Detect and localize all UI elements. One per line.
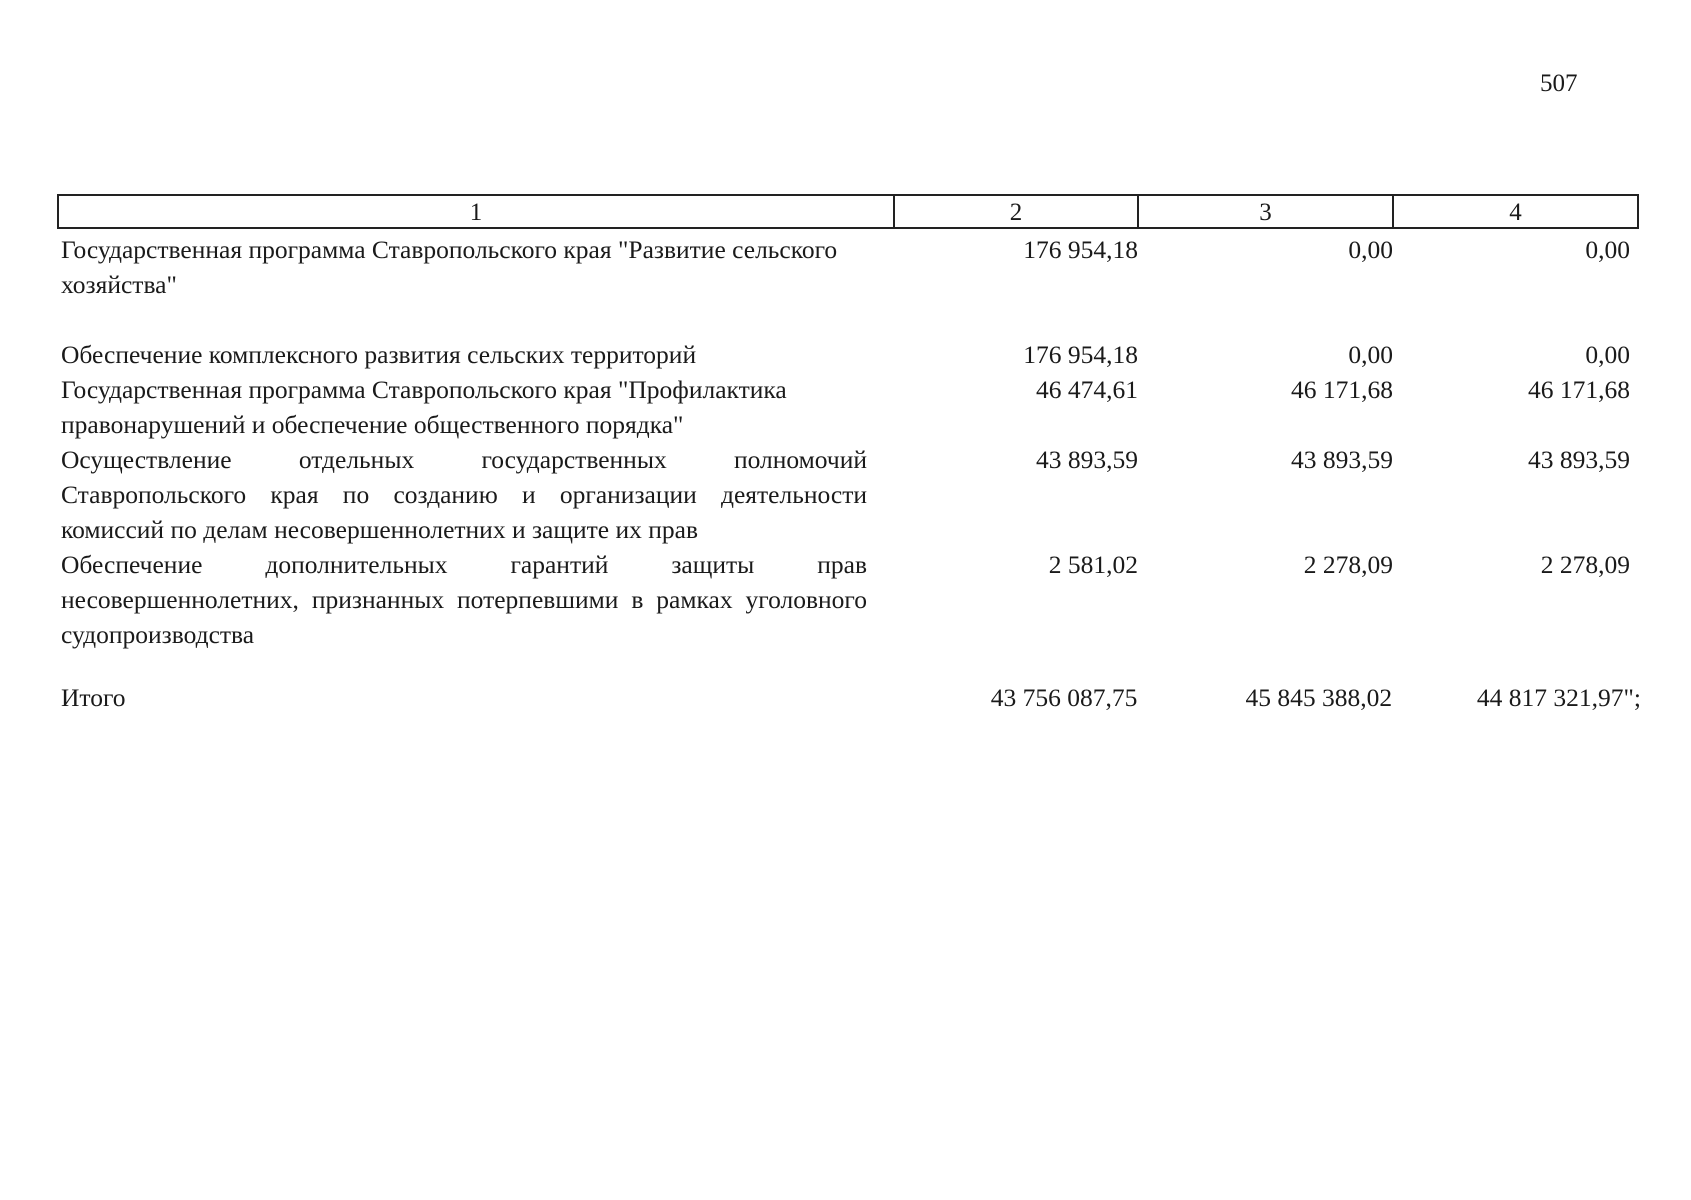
table-row (61, 337, 1641, 372)
row-value-col4: 0,00 (1585, 340, 1630, 369)
total-value-col2: 43 756 087,75 (990, 683, 1138, 712)
row-name: Государственная программа Ставропольского края "Профилактика правонарушений и обеспечение общественного порядка" (61, 375, 787, 439)
row-value-col4: 0,00 (1585, 235, 1630, 264)
row-value-col3: 0,00 (1348, 340, 1393, 369)
total-label: Итого (61, 683, 126, 712)
column-header-2: 2 (895, 196, 1139, 227)
total-value-col3: 45 845 388,02 (1245, 683, 1393, 712)
total-value-col4: 44 817 321,97"; (1476, 683, 1641, 712)
row-value-col4: 2 278,09 (1540, 550, 1630, 579)
row-value-col2: 46 474,61 (1036, 375, 1138, 404)
row-name: Обеспечение комплексного развития сельских территорий (61, 340, 697, 369)
row-value-col3: 46 171,68 (1291, 375, 1393, 404)
row-value-col2: 176 954,18 (1023, 340, 1138, 369)
column-header-4: 4 (1509, 199, 1522, 226)
table-row (61, 442, 1641, 547)
row-name: Государственная программа Ставропольского края "Развитие сельского хозяйства" (61, 235, 838, 299)
row-value-col3: 2 278,09 (1303, 550, 1393, 579)
total-row (61, 680, 1641, 715)
row-value-col2: 2 581,02 (1048, 550, 1138, 579)
row-value-col4: 43 893,59 (1528, 445, 1630, 474)
page-number: 507 (1540, 70, 1578, 97)
column-header-3: 3 (1139, 196, 1394, 227)
row-value-col3: 0,00 (1348, 235, 1393, 264)
column-header-1: 1 (59, 196, 895, 227)
table-body (61, 232, 1641, 715)
row-name: Осуществление отдельных государственных полномочий Ставропольского края по созданию и организации деятельности комиссий по делам несовершеннолетних и защите их прав (61, 445, 867, 544)
row-value-col4: 46 171,68 (1528, 375, 1630, 404)
table-row (61, 547, 1641, 652)
row-name: Обеспечение дополнительных гарантий защиты прав несовершеннолетних, признанных потерпевшими в рамках уголовного судопроизводства (61, 550, 867, 649)
table-row (61, 372, 1641, 442)
row-value-col3: 43 893,59 (1291, 445, 1393, 474)
table-row (61, 232, 1641, 302)
row-value-col2: 176 954,18 (1023, 235, 1138, 264)
table-header-row (57, 194, 1639, 229)
row-value-col2: 43 893,59 (1036, 445, 1138, 474)
